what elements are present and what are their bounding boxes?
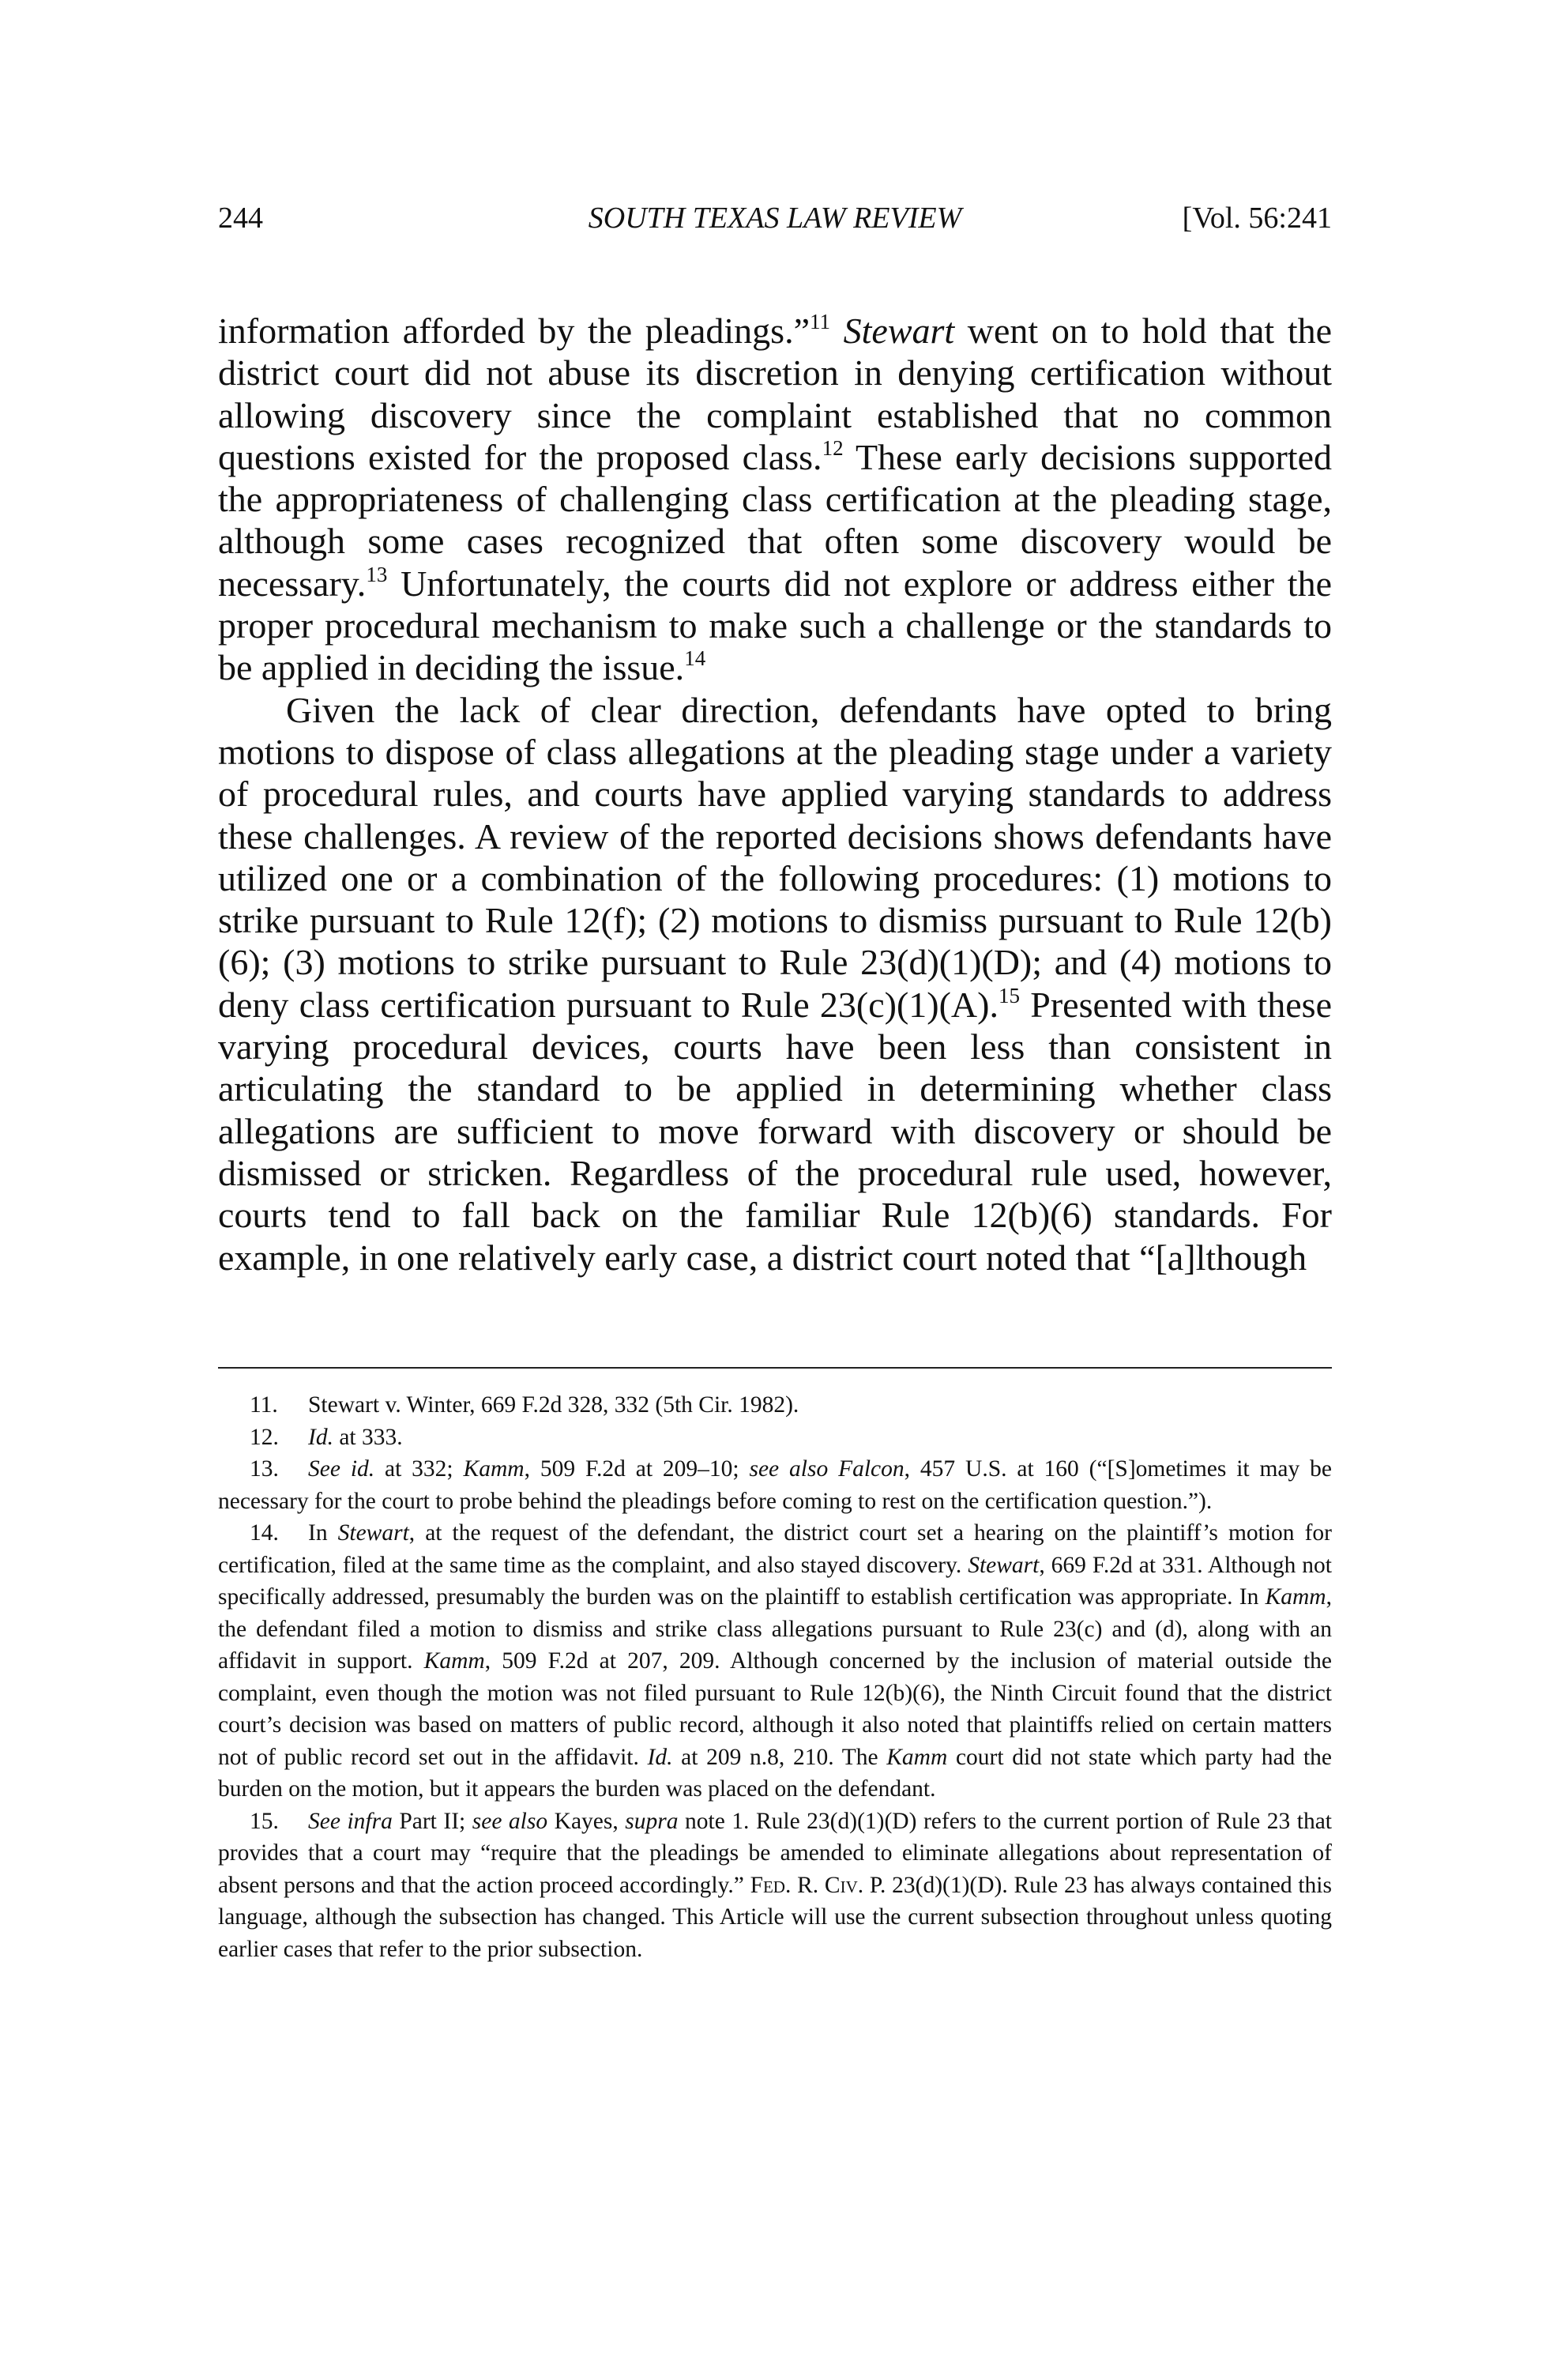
paragraph-2 (218, 689, 1332, 1278)
footnote-text: Stewart v. Winter, 669 F.2d 328, 332 (5th Cir. 1982). (308, 1392, 799, 1418)
footnote-number: 13. (250, 1456, 279, 1482)
case-name-stewart: Stewart (843, 311, 955, 351)
signal-id: Id. (647, 1744, 673, 1770)
footnote-divider (218, 1367, 1332, 1369)
footnote-text: at 332; (374, 1456, 464, 1482)
footnote-number: 14. (250, 1520, 279, 1546)
signal-see-id: See id. (308, 1456, 375, 1482)
footnote-number: 12. (250, 1424, 279, 1450)
footnote-text: Kayes, (547, 1808, 626, 1834)
footnote-text: court did not state which party had the burden on the motion, but it appears the burden was placed on the defendant. (218, 1744, 1333, 1802)
case-name-kamm: Kamm (1265, 1584, 1326, 1610)
footnotes (218, 1389, 1332, 1965)
rule-citation: Fed. R. Civ. P. (750, 1872, 886, 1898)
signal-supra: supra (625, 1808, 679, 1834)
signal-see-also: see also (472, 1808, 548, 1834)
paragraph-1 (218, 310, 1332, 689)
footnote-14 (218, 1517, 1332, 1806)
footnote-text: at 209 n.8, 210. The (672, 1744, 887, 1770)
footnote-text: Part II; (392, 1808, 472, 1834)
text-run: Given the lack of clear direction, defendants have opted to bring motions to dispose of class allegations at the pleading stage under a variety of procedural rules, and courts have applied varying standards to address these challenges. A review of the reported decisions shows defendants have utilized one or a combination of the following procedures: (1) motions to strike pursuant to Rule 12(f); (2) motions to dismiss pursuant to Rule 12(b)(6); (3) motions to strike pursuant to Rule 23(d)(1)(D); and (4) motions to deny class certification pursuant to Rule 23(c)(1)(A). (218, 689, 1332, 1025)
text-run: went on to hold that the district court did not abuse its discretion in denying certification without allowing discovery since the complaint established that no common questions existed for the proposed class. (218, 311, 1333, 477)
case-name-kamm: Kamm (423, 1648, 485, 1674)
footnote-12 (218, 1422, 1332, 1454)
footnote-text: In (308, 1520, 338, 1546)
footnote-text: 23(d)(1)(D). Rule 23 has always contained this language, although the subsection has changed. This Article will use the current subsection throughout unless quoting earlier cases that refer to the prior subsection. (218, 1872, 1332, 1962)
text-run: These early decisions supported the appropriateness of challenging class certification at the pleading stage, although some cases recognized that often some discovery would be necessary. (218, 436, 1332, 604)
footnote-number: 11. (250, 1392, 278, 1418)
footnote-text: , at the request of the defendant, the district court set a hearing on the plaintiff’s motion for certification, filed at the same time as the complaint, and also stayed discovery. (218, 1520, 1332, 1578)
main-text (218, 310, 1332, 1278)
footnote-number: 15. (250, 1808, 279, 1834)
signal-see-infra: See infra (308, 1808, 393, 1834)
signal-id: Id. (308, 1424, 333, 1450)
footnote-ref-15[interactable]: 15 (998, 983, 1020, 1007)
signal-see-also-falcon: see also Falcon (749, 1456, 905, 1482)
footnote-ref-13[interactable]: 13 (366, 562, 388, 586)
running-header (218, 194, 1332, 242)
footnote-ref-12[interactable]: 12 (822, 435, 844, 460)
volume-citation: [Vol. 56:241 (1182, 201, 1332, 235)
footnote-13 (218, 1453, 1332, 1517)
footnote-ref-14[interactable]: 14 (684, 646, 706, 671)
page-number: 244 (218, 201, 263, 235)
footnote-ref-11[interactable]: 11 (810, 310, 830, 333)
case-name-stewart: Stewart (337, 1520, 409, 1546)
text-run: Presented with these varying procedural devices, courts have been less than consistent in articulating the standard to be applied in determining whether class allegations are sufficient to move forward with discovery or should be dismissed or stricken. Regardless of the procedural rule used, however, courts tend to fall back on the familiar Rule 12(b)(6) standards. For example, in one relatively early case, a district court noted that “[a]lthough (218, 984, 1332, 1278)
text-run: information afforded by the pleadings.” (218, 311, 810, 351)
footnote-text: at 333. (333, 1424, 403, 1450)
footnote-text: , 509 F.2d at 207, 209. Although concerned by the inclusion of material outside the complaint, even though the motion was not filed pursuant to Rule 12(b)(6), the Ninth Circuit found that the district court’s decision was based on matters of public record, although it also noted that plaintiffs relied on certain matters not of public record set out in the affidavit. (218, 1648, 1332, 1770)
footnote-text: note 1. Rule 23(d)(1)(D) refers to the current portion of Rule 23 that provides that a court may “require that the pleadings be amended to eliminate allegations about representation of absent persons and that the action proceed accordingly.” (218, 1808, 1332, 1898)
footnote-11 (218, 1389, 1332, 1422)
footnote-text: , 669 F.2d at 331. Although not specifically addressed, presumably the burden was on the plaintiff to establish certification was appropriate. In (218, 1552, 1332, 1610)
journal-title: SOUTH TEXAS LAW REVIEW (588, 201, 962, 235)
text-run: Unfortunately, the courts did not explore or address either the proper procedural mechanism to make such a challenge or the standards to be applied in deciding the issue. (218, 563, 1332, 688)
footnote-text: , 509 F.2d at 209–10; (524, 1456, 750, 1482)
case-name-kamm: Kamm (463, 1456, 525, 1482)
footnote-15 (218, 1806, 1332, 1966)
case-name-stewart: Stewart (968, 1552, 1040, 1578)
footnote-text: , 457 U.S. at 160 (“[S]ometimes it may be necessary for the court to probe behind the pleadings before coming to rest on the certification question.”). (218, 1456, 1332, 1514)
case-name-kamm: Kamm (886, 1744, 948, 1770)
footnote-text: , the defendant filed a motion to dismiss and strike class allegations pursuant to Rule 23(c) and (d), along with an affidavit in support. (218, 1584, 1332, 1674)
